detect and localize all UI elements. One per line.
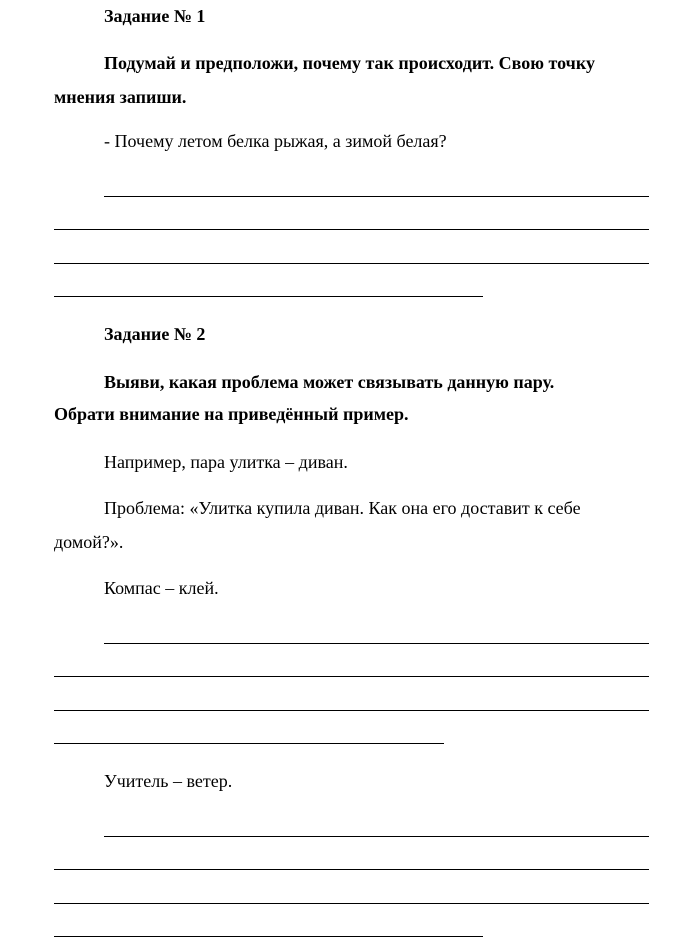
answer-line[interactable] (54, 936, 483, 937)
task2-pair1: Компас – клей. (104, 578, 219, 598)
task2-instruction-line1: Выяви, какая проблема может связывать данную пару. (104, 372, 555, 392)
answer-line[interactable] (54, 710, 649, 711)
answer-line[interactable] (104, 196, 649, 197)
task2-instruction-line2: Обрати внимание на приведённый пример. (54, 404, 409, 424)
answer-line[interactable] (54, 676, 649, 677)
task2-example: Например, пара улитка – диван. (104, 452, 348, 472)
answer-line[interactable] (54, 296, 483, 297)
task2-pair2: Учитель – ветер. (104, 771, 233, 791)
task1-heading: Задание № 1 (104, 6, 206, 26)
task1-instruction-line2: мнения запиши. (54, 87, 187, 107)
answer-line[interactable] (54, 903, 649, 904)
answer-line[interactable] (54, 743, 444, 744)
answer-line[interactable] (104, 836, 649, 837)
task2-problem-line1: Проблема: «Улитка купила диван. Как она его доставит к себе (104, 498, 581, 518)
task1-question: - Почему летом белка рыжая, а зимой белая? (104, 131, 447, 151)
task1-instruction-line1: Подумай и предположи, почему так происходит. Свою точку (104, 53, 595, 73)
answer-line[interactable] (54, 869, 649, 870)
answer-line[interactable] (54, 263, 649, 264)
answer-line[interactable] (54, 229, 649, 230)
answer-line[interactable] (104, 643, 649, 644)
task2-problem-line2: домой?». (54, 532, 124, 552)
task2-heading: Задание № 2 (104, 324, 206, 344)
